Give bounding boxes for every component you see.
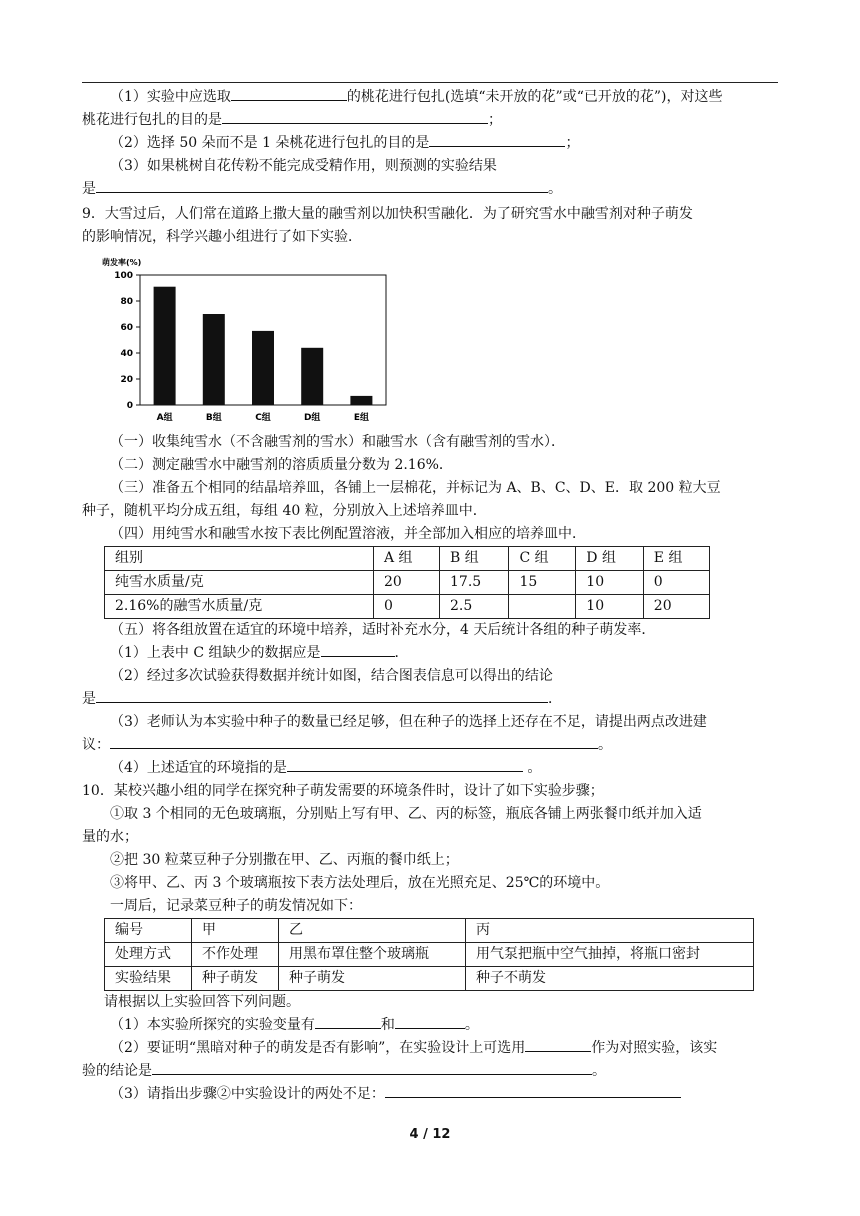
y-tick-label: 100 [114,271,133,281]
q9-intro-2: 的影响情况，科学兴趣小组进行了如下实验． [82,229,362,245]
q10-q2b: 验的结论是 。 [82,1060,778,1083]
answer-blank[interactable] [152,1060,592,1075]
q9-step3b: 种子，随机平均分成五组，每组 40 粒，分别放入上述培养皿中． [82,503,487,519]
q9-table [104,546,710,619]
q8-line3b: 是 。 [82,178,778,201]
q9-q3: （3）老师认为本实验中种子的数量已经足够，但在种子的选择上还存在不足，请提出两点改进建 [110,714,707,730]
table-row: 纯雪水质量/克 20 17.5 15 10 0 [105,571,710,595]
answer-blank[interactable] [110,734,598,749]
answer-blank[interactable] [287,757,523,772]
q9-q2b: 是 ． [82,688,778,711]
y-tick-label: 0 [126,401,133,411]
answer-blank[interactable] [222,109,488,124]
q10-step3: ③将甲、乙、丙 3 个玻璃瓶按下表方法处理后，放在光照充足、25℃的环境中。 [110,875,610,891]
q9-step5: （五）将各组放置在适宜的环境中培养，适时补充水分，4 天后统计各组的种子萌发率． [110,622,656,638]
q10-step1b: 量的水； [82,829,138,845]
table-row: 编号 甲 乙 丙 [105,919,754,943]
q9-q4: （4）上述适宜的环境指的是 。 [82,757,778,780]
bar [350,396,372,405]
q9-q1: （1）上表中 C 组缺少的数据应是 ． [82,642,778,665]
missing-cell[interactable] [509,595,576,619]
answer-blank[interactable] [429,132,565,147]
q9-step1: （一）收集纯雪水（不含融雪剂的雪水）和融雪水（含有融雪剂的雪水）． [110,434,565,450]
y-tick-label: 20 [120,375,133,385]
q10-ask: 请根据以上实验回答下列问题。 [104,994,300,1010]
bar [154,287,176,405]
q8-line1b: 桃花进行包扎的目的是 ； [82,109,778,132]
x-tick-label: E组 [353,413,369,423]
y-tick-label: 40 [120,349,133,359]
q9-intro: 9．大雪过后，人们常在道路上撒大量的融雪剂以加快积雪融化．为了研究雪水中融雪剂对种子萌发 [82,206,693,222]
answer-blank[interactable] [96,688,548,703]
q10-table [104,918,754,991]
q9-step3: （三）准备五个相同的结晶培养皿，各铺上一层棉花，并标记为 A、B、C、D、E．取 200 粒大豆 [110,480,721,496]
answer-blank[interactable] [395,1014,465,1029]
q10-step1: ①取 3 个相同的无色玻璃瓶，分别贴上写有甲、乙、丙的标签，瓶底各铺上两张餐巾纸并加入适 [110,806,702,822]
answer-blank[interactable] [96,178,548,193]
q9-q2: （2）经过多次试验获得数据并统计如图，结合图表信息可以得出的结论 [110,668,553,684]
q10-intro: 10．某校兴趣小组的同学在探究种子萌发需要的环境条件时，设计了如下实验步骤； [82,783,604,799]
q10-step2: ②把 30 粒菜豆种子分别撒在甲、乙、丙瓶的餐巾纸上； [110,852,459,868]
table-row: 组别 A 组 B 组 C 组 D 组 E 组 [105,547,710,571]
top-rule [82,82,778,83]
q9-step2: （二）测定融雪水中融雪剂的溶质质量分数为 2.16%． [110,457,453,473]
answer-blank[interactable] [385,1083,681,1098]
table-row: 实验结果 种子萌发 种子萌发 种子不萌发 [105,967,754,991]
x-tick-label: B组 [205,413,222,423]
q8-line3: （3）如果桃树自花传粉不能完成受精作用，则预测的实验结果 [110,158,497,174]
q10-q2: （2）要证明“黑暗对种子的萌发是否有影响”，在实验设计上可选用 作为对照实验，该实 [82,1037,778,1060]
bar [252,331,274,405]
x-tick-label: A组 [156,413,173,423]
answer-blank[interactable] [525,1037,591,1052]
q9-q3b: 议： 。 [82,734,778,757]
q10-q3: （3）请指出步骤②中实验设计的两处不足： [82,1083,778,1106]
germination-bar-chart [100,255,390,425]
answer-blank[interactable] [315,1014,381,1029]
y-tick-label: 80 [120,297,133,307]
answer-blank[interactable] [231,86,347,101]
bar [203,314,225,405]
q10-week: 一周后，记录菜豆种子的萌发情况如下： [110,898,362,914]
answer-blank[interactable] [321,642,395,657]
document-page [82,86,778,1106]
q8-line1: （1）实验中应选取 的桃花进行包扎(选填“未开放的花”或“已开放的花”)，对这些 [82,86,778,109]
x-tick-label: C组 [255,413,271,423]
x-tick-label: D组 [303,413,321,423]
y-tick-label: 60 [120,323,133,333]
table-row: 2.16%的融雪水质量/克 0 2.5 10 20 [105,595,710,619]
q8-line2: （2）选择 50 朵而不是 1 朵桃花进行包扎的目的是 ； [82,132,778,155]
table-row: 处理方式 不作处理 用黑布罩住整个玻璃瓶 用气泵把瓶中空气抽掉，将瓶口密封 [105,943,754,967]
q9-step4: （四）用纯雪水和融雪水按下表比例配置溶液，并全部加入相应的培养皿中． [110,526,586,542]
y-axis-label: 萌发率(%) [102,258,142,267]
q10-q1: （1）本实验所探究的实验变量有 和 。 [82,1014,778,1037]
bar [301,348,323,405]
page-number: 4 / 12 [409,1127,451,1142]
